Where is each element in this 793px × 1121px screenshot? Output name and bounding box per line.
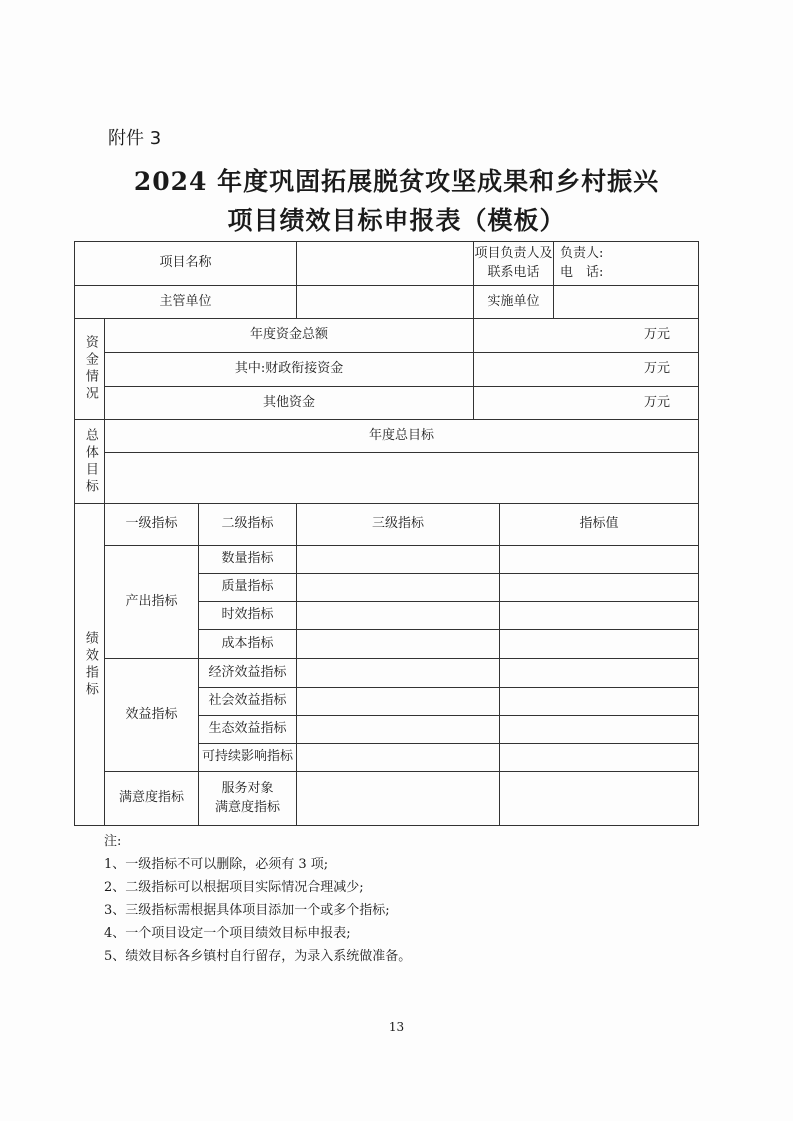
- col-value-header: 指标值: [500, 504, 699, 546]
- leader-contact-label: 项目负责人及联系电话: [474, 242, 554, 286]
- benefit-indicator-label: 效益指标: [105, 659, 199, 772]
- note-item: 1、一级指标不可以删除，必须有 3 项;: [104, 857, 329, 872]
- level3-field[interactable]: [297, 659, 500, 688]
- page-number: 13: [388, 1020, 405, 1034]
- funds-total-unit[interactable]: 万元: [474, 319, 699, 353]
- value-field[interactable]: [500, 602, 699, 630]
- col-level2-header: 二级指标: [199, 504, 297, 546]
- level3-field[interactable]: [297, 716, 500, 744]
- implementer-label: 实施单位: [474, 286, 554, 319]
- notes-heading: 注:: [104, 834, 122, 849]
- value-field[interactable]: [500, 659, 699, 688]
- satisfaction-item-line1: 服务对象: [221, 780, 274, 796]
- attachment-label: 附件 3: [108, 128, 162, 149]
- implementer-field[interactable]: [554, 286, 699, 319]
- output-item-3: 时效指标: [199, 602, 297, 630]
- leader-label: 负责人:: [560, 245, 604, 261]
- level3-field[interactable]: [297, 744, 500, 772]
- satisfaction-item-line2: 满意度指标: [214, 799, 280, 815]
- funds-other-label: 其他资金: [105, 387, 474, 420]
- note-item: 4、一个项目设定一个项目绩效目标申报表;: [104, 926, 351, 941]
- value-field[interactable]: [500, 546, 699, 574]
- output-item-1: 数量指标: [199, 546, 297, 574]
- value-field[interactable]: [500, 744, 699, 772]
- supervisor-field[interactable]: [297, 286, 474, 319]
- value-field[interactable]: [500, 716, 699, 744]
- value-field[interactable]: [500, 772, 699, 826]
- funds-other-unit[interactable]: 万元: [474, 387, 699, 420]
- phone-label: 电 话:: [560, 264, 604, 280]
- project-name-field[interactable]: [297, 242, 474, 286]
- leader-contact-field[interactable]: [554, 242, 699, 286]
- benefit-item-1: 经济效益指标: [199, 659, 297, 688]
- level3-field[interactable]: [297, 630, 500, 659]
- benefit-item-2: 社会效益指标: [199, 688, 297, 716]
- funds-total-label: 年度资金总额: [105, 319, 474, 353]
- col-level1-header: 一级指标: [105, 504, 199, 546]
- supervisor-label: 主管单位: [75, 286, 297, 319]
- satisfaction-item: [199, 772, 297, 826]
- note-item: 5、绩效目标各乡镇村自行留存，为录入系统做准备。: [104, 949, 412, 964]
- level3-field[interactable]: [297, 602, 500, 630]
- performance-section-label: 绩效指标: [75, 504, 105, 826]
- annual-goal-label: 年度总目标: [105, 420, 699, 453]
- value-field[interactable]: [500, 630, 699, 659]
- output-item-4: 成本指标: [199, 630, 297, 659]
- output-indicator-label: 产出指标: [105, 546, 199, 659]
- notes-section: [104, 830, 411, 968]
- satisfaction-indicator-label: 满意度指标: [105, 772, 199, 826]
- value-field[interactable]: [500, 574, 699, 602]
- performance-form-table: [74, 241, 699, 826]
- annual-goal-field[interactable]: [105, 453, 699, 504]
- funds-fiscal-label: 其中:财政衔接资金: [105, 353, 474, 387]
- level3-field[interactable]: [297, 772, 500, 826]
- page-title-line2: 项目绩效目标申报表（模板）: [227, 206, 566, 235]
- level3-field[interactable]: [297, 546, 500, 574]
- value-field[interactable]: [500, 688, 699, 716]
- level3-field[interactable]: [297, 688, 500, 716]
- level3-field[interactable]: [297, 574, 500, 602]
- project-name-label: 项目名称: [75, 242, 297, 286]
- note-item: 2、二级指标可以根据项目实际情况合理减少;: [104, 880, 364, 895]
- col-level3-header: 三级指标: [297, 504, 500, 546]
- note-item: 3、三级指标需根据具体项目添加一个或多个指标;: [104, 903, 390, 918]
- benefit-item-3: 生态效益指标: [199, 716, 297, 744]
- benefit-item-4: 可持续影响指标: [199, 744, 297, 772]
- funds-fiscal-unit[interactable]: 万元: [474, 353, 699, 387]
- overall-section-label: 总体目标: [75, 420, 105, 504]
- output-item-2: 质量指标: [199, 574, 297, 602]
- funds-section-label: 资金情况: [75, 319, 105, 420]
- page-title-line1: 2024 年度巩固拓展脱贫攻坚成果和乡村振兴: [133, 167, 660, 196]
